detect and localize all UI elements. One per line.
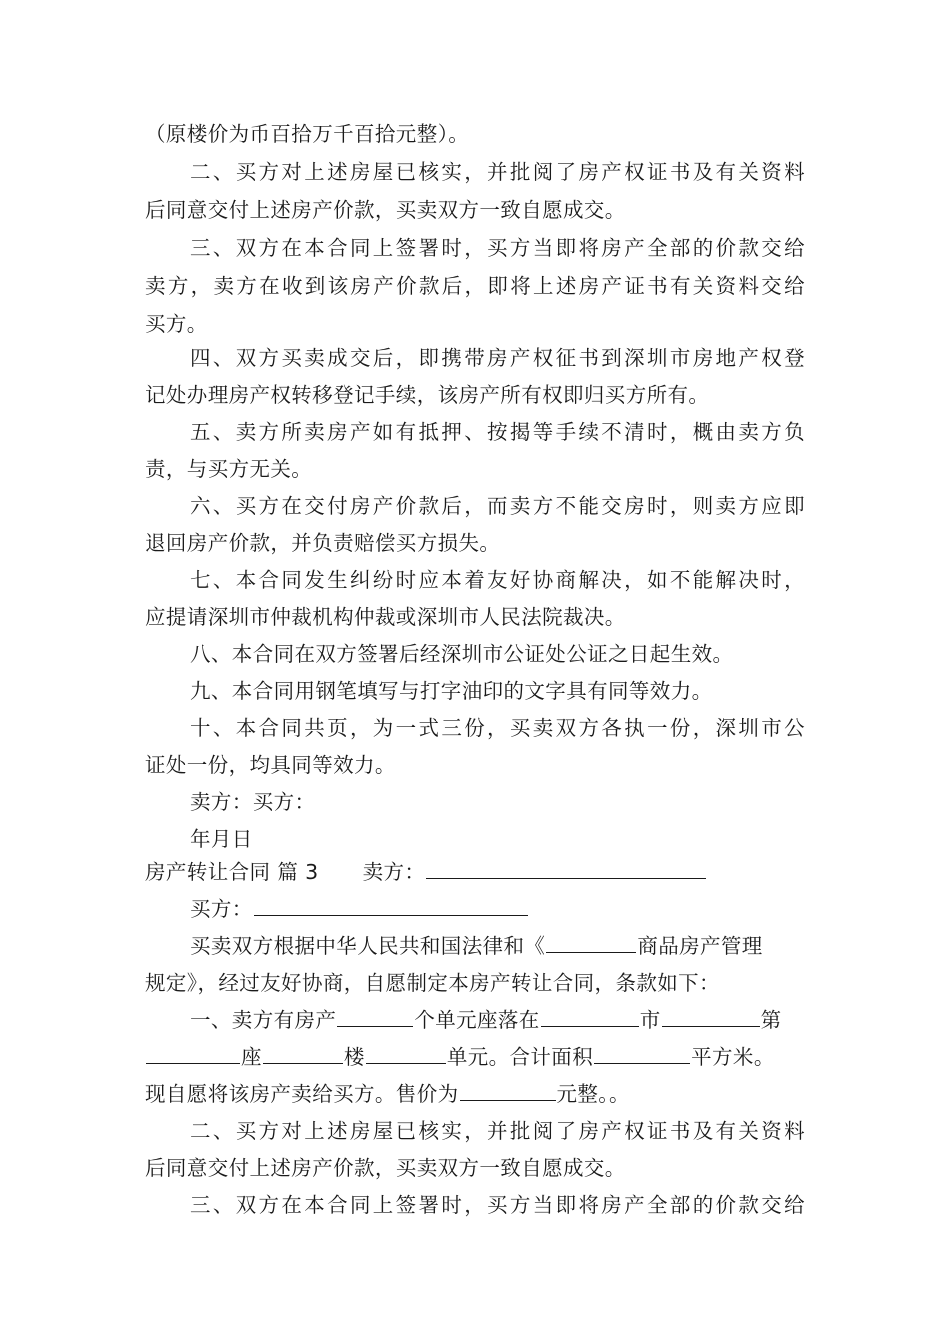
intro-text-tail: 商品房产管理 (637, 934, 763, 958)
clause-text: 个单元座落在 (414, 1008, 540, 1032)
clause-text: 元整。。 (556, 1082, 630, 1106)
clause-7-line-1: 七、本合同发生纠纷时应本着友好协商解决，如不能解决时， (190, 568, 805, 592)
new-clause-1-line-1 (190, 1006, 782, 1034)
seller-label: 卖方： (362, 860, 426, 884)
clause-text: 平方米。 (691, 1045, 775, 1069)
price-blank (460, 1080, 556, 1101)
clause-text: 一、卖方有房产 (190, 1008, 337, 1032)
clause-4-line-1: 四、双方买卖成交后，即携带房产权征书到深圳市房地产权登 (190, 346, 805, 370)
district-blank (662, 1006, 760, 1027)
block-blank (146, 1043, 240, 1064)
new-clause-2-line-2: 后同意交付上述房产价款，买卖双方一致自愿成交。 (145, 1156, 626, 1180)
clause-10-line-2: 证处一份，均具同等效力。 (145, 753, 396, 777)
clause-5-line-2: 责，与买方无关。 (145, 457, 313, 481)
clause-text: 现自愿将该房产卖给买方。售价为 (145, 1082, 459, 1106)
clause-text: 第 (760, 1008, 782, 1032)
regulation-blank (546, 932, 636, 953)
city-blank (541, 1006, 639, 1027)
clause-8: 八、本合同在双方签署后经深圳市公证处公证之日起生效。 (190, 642, 734, 666)
clause-text: 市 (639, 1008, 661, 1032)
intro-line-2: 规定》，经过友好协商，自愿制定本房产转让合同，条款如下： (145, 971, 720, 995)
clause-3-line-2: 卖方，卖方在收到该房产价款后，即将上述房产证书有关资料交给 (145, 274, 805, 298)
clause-2-line-1: 二、买方对上述房屋已核实，并批阅了房产权证书及有关资料 (190, 160, 805, 184)
units-blank (337, 1006, 413, 1027)
clause-7-line-2: 应提请深圳市仲裁机构仲裁或深圳市人民法院裁决。 (145, 605, 626, 629)
clause-4-line-2: 记处办理房产权转移登记手续，该房产所有权即归买方所有。 (145, 383, 710, 407)
new-clause-1-line-3 (145, 1080, 630, 1108)
seller-blank (426, 858, 706, 879)
new-clause-3-line-1: 三、双方在本合同上签署时，买方当即将房产全部的价款交给 (190, 1193, 805, 1217)
clause-3-line-3: 买方。 (145, 312, 208, 336)
intro-line-1 (190, 932, 763, 960)
buyer-line (190, 895, 529, 923)
heading-line (145, 858, 707, 886)
intro-text: 买卖双方根据中华人民共和国法律和《 (190, 934, 546, 958)
new-clause-1-line-2 (145, 1043, 775, 1071)
signature-line: 卖方：买方： (190, 790, 316, 814)
clause-text: 单元。合计面积 (446, 1045, 594, 1069)
clause-text: 座 (241, 1045, 262, 1069)
clause-text: 楼 (343, 1045, 365, 1069)
clause-3-line-1: 三、双方在本合同上签署时，买方当即将房产全部的价款交给 (190, 236, 805, 260)
area-blank (594, 1043, 690, 1064)
section-heading: 房产转让合同 篇 3 (145, 860, 319, 884)
clause-6-line-1: 六、买方在交付房产价款后，而卖方不能交房时，则卖方应即 (190, 494, 805, 518)
clause-10-line-1: 十、本合同共页，为一式三份，买卖双方各执一份，深圳市公 (190, 716, 805, 740)
date-line: 年月日 (190, 827, 253, 851)
buyer-blank (254, 895, 528, 916)
unit-blank (366, 1043, 446, 1064)
clause-9: 九、本合同用钢笔填写与打字油印的文字具有同等效力。 (190, 679, 713, 703)
clause-5-line-1: 五、卖方所卖房产如有抵押、按揭等手续不清时，概由卖方负 (190, 420, 805, 444)
building-blank (263, 1043, 343, 1064)
clause-6-line-2: 退回房产价款，并负责赔偿买方损失。 (145, 531, 501, 555)
new-clause-2-line-1: 二、买方对上述房屋已核实，并批阅了房产权证书及有关资料 (190, 1119, 805, 1143)
text-line: （原楼价为币百拾万千百拾元整）。 (145, 122, 470, 146)
clause-2-line-2: 后同意交付上述房产价款，买卖双方一致自愿成交。 (145, 198, 626, 222)
buyer-label: 买方： (190, 897, 253, 921)
